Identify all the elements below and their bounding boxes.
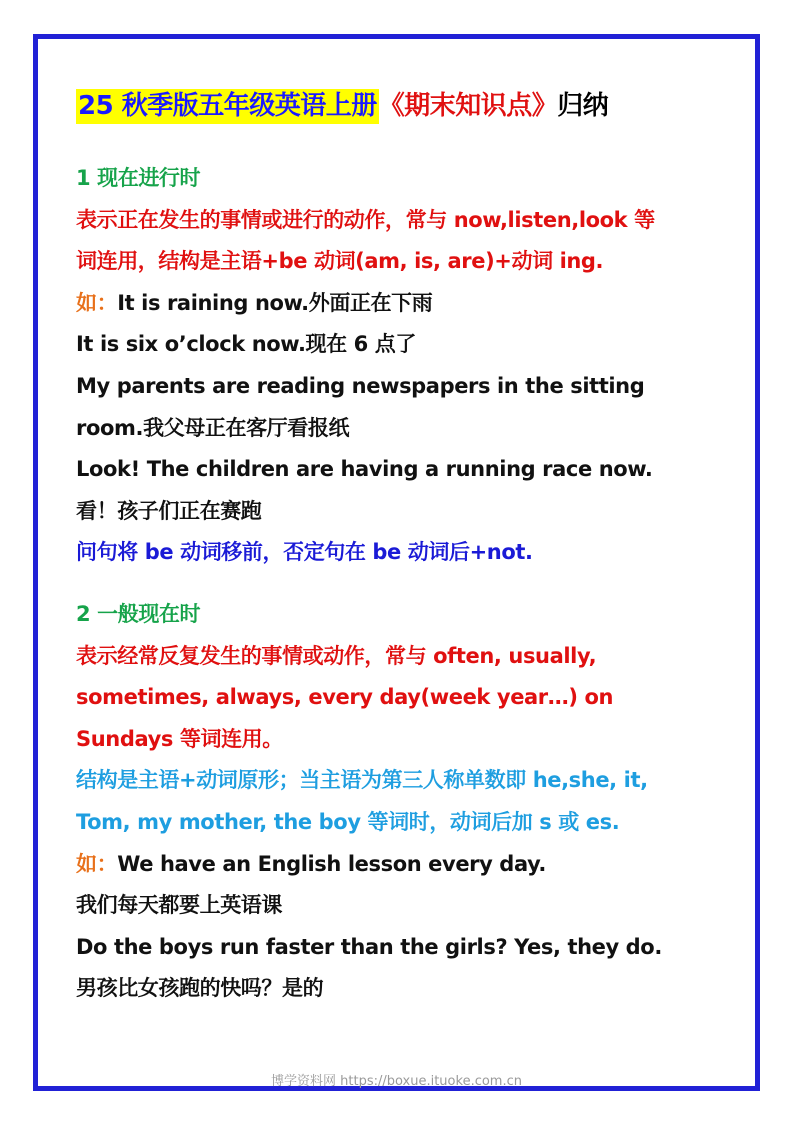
section-2-heading: 2 一般现在时 xyxy=(76,601,201,626)
section-gap xyxy=(76,574,726,594)
section-1-heading: 1 现在进行时 xyxy=(76,166,201,190)
watermark: 博学资料网 https://boxue.ituoke.com.cn xyxy=(271,1074,522,1089)
section-1-example-line: 看！孩子们正在赛跑 xyxy=(76,498,262,523)
section-2-example-line: Do the boys run faster than the girls? Yes, they do. xyxy=(76,934,662,959)
section-1-example-line: room.我父母正在客厅看报纸 xyxy=(76,415,350,440)
section-2-example-line: 我们每天都要上英语课 xyxy=(76,893,282,918)
section-2-definition-line: Sundays 等词连用。 xyxy=(76,726,283,751)
section-2-definition-line: 表示经常反复发生的事情或动作，常与 often, usually, xyxy=(76,643,597,668)
section-2-structure-line: 结构是主语+动词原形；当主语为第三人称单数即 he,she, it, xyxy=(76,768,648,793)
section-2-definition-line: sometimes, always, every day(week year…) on xyxy=(76,685,614,710)
section-1-example xyxy=(76,283,726,325)
example-prefix: 如： xyxy=(76,851,118,876)
section-1-example-line: Look! The children are having a running race now. xyxy=(76,457,653,482)
page-title xyxy=(76,84,726,128)
section-1-note: 问句将 be 动词移前，否定句在 be 动词后+not. xyxy=(76,540,533,565)
section-1-example-line: My parents are reading newspapers in the sitting xyxy=(76,373,645,398)
section-1-definition-line: 词连用，结构是主语+be 动词(am, is, are)+动词 ing. xyxy=(76,249,604,274)
example-prefix: 如： xyxy=(76,290,118,315)
title-highlight: 25 秋季版五年级英语上册 xyxy=(76,89,379,124)
section-1-example-line: It is six o’clock now.现在 6 点了 xyxy=(76,332,416,357)
example-sentence: It is raining now.外面正在下雨 xyxy=(117,290,433,315)
section-2-example xyxy=(76,844,726,886)
title-topic: 《期末知识点》 xyxy=(378,91,558,121)
document-body xyxy=(76,84,726,1010)
section-2-structure-line: Tom, my mother, the boy 等词时，动词后加 s 或 es. xyxy=(76,809,620,834)
section-1-definition-line: 表示正在发生的事情或进行的动作，常与 now,listen,look 等 xyxy=(76,207,655,232)
section-2-example-line: 男孩比女孩跑的快吗？是的 xyxy=(76,976,324,1001)
example-sentence: We have an English lesson every day. xyxy=(117,851,547,876)
title-suffix: 归纳 xyxy=(557,91,609,121)
